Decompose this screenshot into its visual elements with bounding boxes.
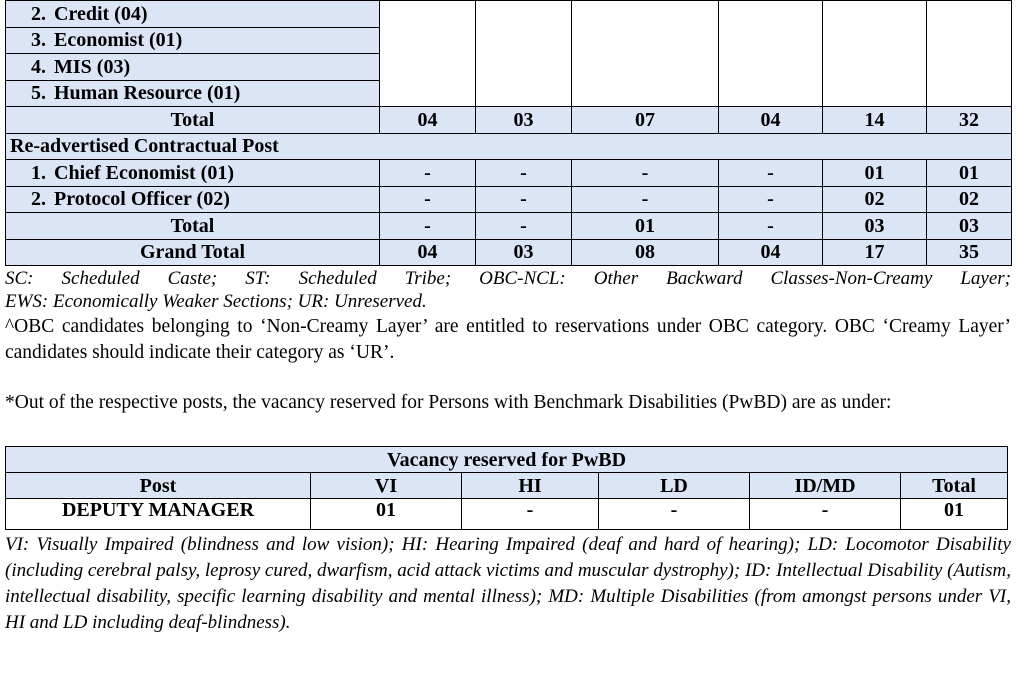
table-title-row bbox=[6, 447, 1008, 473]
table-row bbox=[6, 1, 1012, 28]
pwbd-table bbox=[5, 446, 1008, 530]
grand-total-row: Grand Total 04 03 08 04 17 35 bbox=[6, 239, 1012, 266]
column-header: LD bbox=[599, 473, 750, 499]
column-header: HI bbox=[462, 473, 599, 499]
post-cell: 5. Human Resource (01) bbox=[6, 80, 380, 107]
abbreviation-legend-line2: EWS: Economically Weaker Sections; UR: Unreserved. bbox=[5, 291, 427, 312]
table-row: 1. Chief Economist (01) - - - - 01 01 bbox=[6, 160, 1012, 187]
table-title: Vacancy reserved for PwBD bbox=[6, 447, 1008, 473]
header-row bbox=[6, 473, 1008, 499]
column-header: ID/MD bbox=[750, 473, 901, 499]
document-page bbox=[5, 0, 1011, 636]
obc-note: ^OBC candidates belonging to ‘Non-Creamy Layer’ are entitled to reservations under OBC category. OBC ‘Creamy Layer’ candidates should indicate their category as ‘UR’. bbox=[5, 316, 1011, 363]
table-row: DEPUTY MANAGER 01 - - - 01 bbox=[6, 499, 1008, 530]
section-row bbox=[6, 133, 1012, 160]
total-row: Total 04 03 07 04 14 32 bbox=[6, 107, 1012, 134]
column-header: Total bbox=[901, 473, 1008, 499]
post-cell: 2. Credit (04) bbox=[6, 1, 380, 28]
column-header: VI bbox=[311, 473, 462, 499]
post-cell: 4. MIS (03) bbox=[6, 54, 380, 81]
vacancy-table bbox=[5, 0, 1012, 266]
column-header: Post bbox=[6, 473, 311, 499]
table-row: 2. Protocol Officer (02) - - - - 02 02 bbox=[6, 186, 1012, 213]
pwbd-note: *Out of the respective posts, the vacancy reserved for Persons with Benchmark Disabilities (PwBD) are as under: bbox=[5, 392, 892, 413]
post-cell: 3. Economist (01) bbox=[6, 27, 380, 54]
total-row: Total - - 01 - 03 03 bbox=[6, 213, 1012, 240]
abbreviation-legend-line1: SC: Scheduled Caste; ST: Scheduled Tribe; OBC-NCL: Other Backward Classes-Non-Creamy Layer; bbox=[5, 268, 1011, 289]
section-title: Re-advertised Contractual Post bbox=[6, 133, 1012, 160]
disability-legend: VI: Visually Impaired (blindness and low vision); HI: Hearing Impaired (deaf and hard of hearing); LD: Locomotor Disability (including cerebral palsy, leprosy cured, dwarfism, acid attack victims and muscular dystrophy); ID: Intellectual Disability (Autism, intellectual disability, specific learning disability and mental illness); MD: Multiple Disabilities (from amongst persons under VI, HI and LD including deaf-blindness). bbox=[5, 534, 1011, 633]
